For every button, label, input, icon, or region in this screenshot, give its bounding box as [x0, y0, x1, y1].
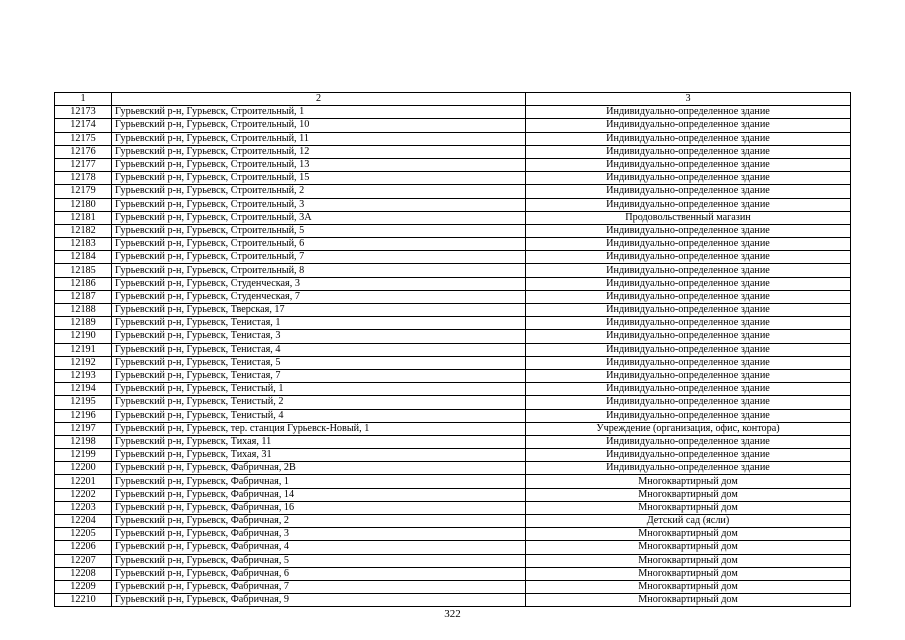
row-type-cell: Индивидуально-определенное здание [526, 158, 851, 171]
row-type-cell: Индивидуально-определенное здание [526, 277, 851, 290]
row-type-cell: Индивидуально-определенное здание [526, 264, 851, 277]
row-address-cell: Гурьевский р-н, Гурьевск, Фабричная, 6 [112, 567, 526, 580]
row-number-cell: 12176 [55, 145, 112, 158]
row-number-cell: 12189 [55, 317, 112, 330]
row-number-cell: 12209 [55, 580, 112, 593]
row-number-cell: 12210 [55, 594, 112, 607]
row-type-cell: Индивидуально-определенное здание [526, 145, 851, 158]
row-type-cell: Индивидуально-определенное здание [526, 251, 851, 264]
table-row [55, 580, 851, 593]
row-address-cell: Гурьевский р-н, Гурьевск, Строительный, 3 [112, 198, 526, 211]
row-type-cell: Индивидуально-определенное здание [526, 106, 851, 119]
row-number-cell: 12179 [55, 185, 112, 198]
row-type-cell: Индивидуально-определенное здание [526, 238, 851, 251]
row-address-cell: Гурьевский р-н, Гурьевск, Тверская, 17 [112, 304, 526, 317]
row-type-cell: Многоквартирный дом [526, 567, 851, 580]
row-type-cell: Учреждение (организация, офис, контора) [526, 422, 851, 435]
row-address-cell: Гурьевский р-н, Гурьевск, Фабричная, 4 [112, 541, 526, 554]
row-number-cell: 12207 [55, 554, 112, 567]
row-type-cell: Индивидуально-определенное здание [526, 343, 851, 356]
page-number: 322 [444, 608, 461, 620]
table-row [55, 356, 851, 369]
row-address-cell: Гурьевский р-н, Гурьевск, Фабричная, 9 [112, 594, 526, 607]
row-number-cell: 12183 [55, 238, 112, 251]
row-address-cell: Гурьевский р-н, Гурьевск, Студенческая, 7 [112, 290, 526, 303]
row-type-cell: Индивидуально-определенное здание [526, 356, 851, 369]
table-row [55, 567, 851, 580]
row-address-cell: Гурьевский р-н, Гурьевск, Строительный, 11 [112, 132, 526, 145]
row-type-cell: Индивидуально-определенное здание [526, 396, 851, 409]
row-number-cell: 12186 [55, 277, 112, 290]
row-type-cell: Многоквартирный дом [526, 541, 851, 554]
row-type-cell: Многоквартирный дом [526, 501, 851, 514]
table-row [55, 172, 851, 185]
table-row [55, 554, 851, 567]
row-number-cell: 12173 [55, 106, 112, 119]
row-type-cell: Индивидуально-определенное здание [526, 409, 851, 422]
row-type-cell: Индивидуально-определенное здание [526, 304, 851, 317]
row-address-cell: Гурьевский р-н, Гурьевск, Тенистая, 3 [112, 330, 526, 343]
table-row [55, 330, 851, 343]
column-header-address: 2 [112, 93, 526, 106]
row-number-cell: 12196 [55, 409, 112, 422]
row-address-cell: Гурьевский р-н, Гурьевск, Тихая, 11 [112, 435, 526, 448]
row-number-cell: 12199 [55, 449, 112, 462]
row-address-cell: Гурьевский р-н, Гурьевск, Тенистый, 4 [112, 409, 526, 422]
row-type-cell: Индивидуально-определенное здание [526, 383, 851, 396]
row-type-cell: Многоквартирный дом [526, 475, 851, 488]
registry-table [54, 92, 851, 607]
row-type-cell: Продовольственный магазин [526, 211, 851, 224]
row-address-cell: Гурьевский р-н, Гурьевск, Строительный, 15 [112, 172, 526, 185]
table-row [55, 594, 851, 607]
row-address-cell: Гурьевский р-н, Гурьевск, Тенистый, 2 [112, 396, 526, 409]
row-type-cell: Индивидуально-определенное здание [526, 119, 851, 132]
row-number-cell: 12181 [55, 211, 112, 224]
table-row [55, 501, 851, 514]
table-row [55, 119, 851, 132]
row-address-cell: Гурьевский р-н, Гурьевск, Строительный, 2 [112, 185, 526, 198]
table-row [55, 383, 851, 396]
table-row [55, 369, 851, 382]
row-type-cell: Индивидуально-определенное здание [526, 290, 851, 303]
table-row [55, 185, 851, 198]
table-row [55, 251, 851, 264]
row-address-cell: Гурьевский р-н, Гурьевск, Фабричная, 3 [112, 528, 526, 541]
row-number-cell: 12192 [55, 356, 112, 369]
row-address-cell: Гурьевский р-н, Гурьевск, Фабричная, 5 [112, 554, 526, 567]
row-address-cell: Гурьевский р-н, Гурьевск, Строительный, 1 [112, 106, 526, 119]
row-number-cell: 12200 [55, 462, 112, 475]
row-number-cell: 12193 [55, 369, 112, 382]
row-address-cell: Гурьевский р-н, Гурьевск, Строительный, 3А [112, 211, 526, 224]
row-type-cell: Многоквартирный дом [526, 554, 851, 567]
row-address-cell: Гурьевский р-н, Гурьевск, Фабричная, 14 [112, 488, 526, 501]
table-row [55, 396, 851, 409]
row-type-cell: Индивидуально-определенное здание [526, 462, 851, 475]
row-address-cell: Гурьевский р-н, Гурьевск, Фабричная, 2В [112, 462, 526, 475]
row-number-cell: 12201 [55, 475, 112, 488]
row-number-cell: 12188 [55, 304, 112, 317]
table-row [55, 198, 851, 211]
row-number-cell: 12195 [55, 396, 112, 409]
row-type-cell: Индивидуально-определенное здание [526, 369, 851, 382]
row-number-cell: 12177 [55, 158, 112, 171]
table-header-row [55, 93, 851, 106]
table-row [55, 277, 851, 290]
row-number-cell: 12205 [55, 528, 112, 541]
table-row [55, 211, 851, 224]
row-address-cell: Гурьевский р-н, Гурьевск, Фабричная, 1 [112, 475, 526, 488]
column-header-number: 1 [55, 93, 112, 106]
row-type-cell: Индивидуально-определенное здание [526, 132, 851, 145]
row-number-cell: 12175 [55, 132, 112, 145]
table-row [55, 449, 851, 462]
row-address-cell: Гурьевский р-н, Гурьевск, Строительный, 10 [112, 119, 526, 132]
row-type-cell: Индивидуально-определенное здание [526, 330, 851, 343]
row-number-cell: 12190 [55, 330, 112, 343]
row-address-cell: Гурьевский р-н, Гурьевск, Тихая, 31 [112, 449, 526, 462]
row-address-cell: Гурьевский р-н, Гурьевск, Строительный, 13 [112, 158, 526, 171]
row-address-cell: Гурьевский р-н, Гурьевск, Тенистая, 4 [112, 343, 526, 356]
column-header-type: 3 [526, 93, 851, 106]
table-row [55, 475, 851, 488]
row-type-cell: Индивидуально-определенное здание [526, 435, 851, 448]
table-row [55, 238, 851, 251]
row-address-cell: Гурьевский р-н, Гурьевск, Тенистый, 1 [112, 383, 526, 396]
row-address-cell: Гурьевский р-н, Гурьевск, Строительный, 6 [112, 238, 526, 251]
row-address-cell: Гурьевский р-н, Гурьевск, Строительный, 7 [112, 251, 526, 264]
table-row [55, 515, 851, 528]
row-number-cell: 12197 [55, 422, 112, 435]
row-address-cell: Гурьевский р-н, Гурьевск, Тенистая, 7 [112, 369, 526, 382]
row-number-cell: 12184 [55, 251, 112, 264]
row-number-cell: 12206 [55, 541, 112, 554]
table-row [55, 132, 851, 145]
table-row [55, 343, 851, 356]
row-address-cell: Гурьевский р-н, Гурьевск, Тенистая, 5 [112, 356, 526, 369]
row-number-cell: 12187 [55, 290, 112, 303]
row-number-cell: 12198 [55, 435, 112, 448]
row-address-cell: Гурьевский р-н, Гурьевск, тер. станция Гурьевск-Новый, 1 [112, 422, 526, 435]
row-number-cell: 12208 [55, 567, 112, 580]
table-row [55, 409, 851, 422]
row-address-cell: Гурьевский р-н, Гурьевск, Студенческая, 3 [112, 277, 526, 290]
table-row [55, 264, 851, 277]
row-number-cell: 12203 [55, 501, 112, 514]
row-address-cell: Гурьевский р-н, Гурьевск, Строительный, 8 [112, 264, 526, 277]
table-row [55, 317, 851, 330]
table-row [55, 106, 851, 119]
row-address-cell: Гурьевский р-н, Гурьевск, Фабричная, 16 [112, 501, 526, 514]
row-type-cell: Многоквартирный дом [526, 580, 851, 593]
row-number-cell: 12194 [55, 383, 112, 396]
row-address-cell: Гурьевский р-н, Гурьевск, Фабричная, 7 [112, 580, 526, 593]
row-type-cell: Многоквартирный дом [526, 594, 851, 607]
row-type-cell: Индивидуально-определенное здание [526, 185, 851, 198]
row-type-cell: Многоквартирный дом [526, 488, 851, 501]
row-number-cell: 12178 [55, 172, 112, 185]
table-row [55, 541, 851, 554]
row-number-cell: 12191 [55, 343, 112, 356]
row-type-cell: Индивидуально-определенное здание [526, 317, 851, 330]
table-row [55, 158, 851, 171]
row-address-cell: Гурьевский р-н, Гурьевск, Фабричная, 2 [112, 515, 526, 528]
row-type-cell: Индивидуально-определенное здание [526, 224, 851, 237]
row-type-cell: Индивидуально-определенное здание [526, 172, 851, 185]
table-row [55, 290, 851, 303]
row-address-cell: Гурьевский р-н, Гурьевск, Строительный, 12 [112, 145, 526, 158]
row-number-cell: 12182 [55, 224, 112, 237]
table-body [55, 106, 851, 607]
row-type-cell: Многоквартирный дом [526, 528, 851, 541]
row-number-cell: 12202 [55, 488, 112, 501]
table-row [55, 528, 851, 541]
table-row [55, 304, 851, 317]
row-type-cell: Индивидуально-определенное здание [526, 449, 851, 462]
row-number-cell: 12185 [55, 264, 112, 277]
row-number-cell: 12174 [55, 119, 112, 132]
row-number-cell: 12204 [55, 515, 112, 528]
row-number-cell: 12180 [55, 198, 112, 211]
table-row [55, 488, 851, 501]
table-row [55, 435, 851, 448]
table-row [55, 224, 851, 237]
table-row [55, 422, 851, 435]
row-type-cell: Детский сад (ясли) [526, 515, 851, 528]
row-address-cell: Гурьевский р-н, Гурьевск, Тенистая, 1 [112, 317, 526, 330]
table-row [55, 145, 851, 158]
row-type-cell: Индивидуально-определенное здание [526, 198, 851, 211]
table-row [55, 462, 851, 475]
row-address-cell: Гурьевский р-н, Гурьевск, Строительный, 5 [112, 224, 526, 237]
